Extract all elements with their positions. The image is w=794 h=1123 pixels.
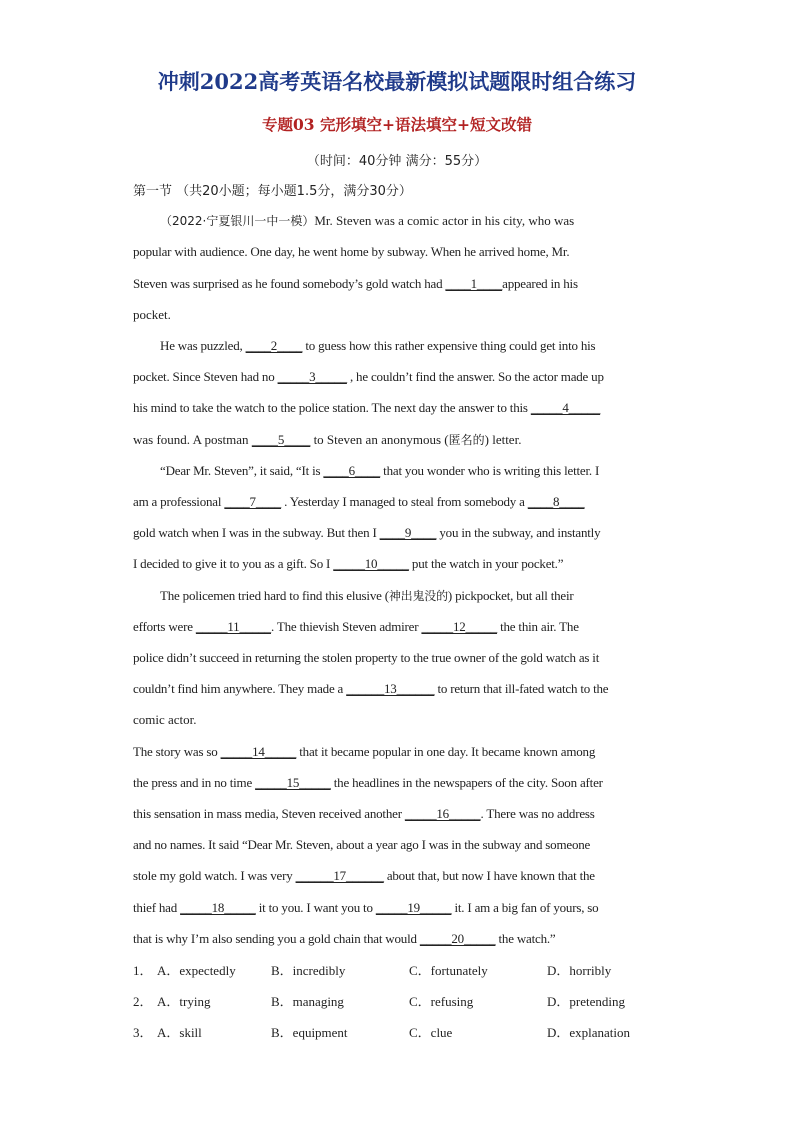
passage-line: and no names. It said “Dear Mr. Steven, about a year ago I was in the subway and someone <box>133 837 591 852</box>
question-number: 3． <box>133 1025 153 1040</box>
blank-15: _____15_____ <box>255 775 331 790</box>
option-d[interactable]: D．horribly <box>547 963 612 978</box>
passage-line: was found. A postman ____5____ to Steven an anonymous (匿名的) letter. <box>133 432 522 447</box>
passage-line: the press and in no time _____15_____ the headlines in the newspapers of the city. Soon after <box>133 775 603 790</box>
passage-line: couldn’t find him anywhere. They made a ______13______ to return that ill-fated watch to the <box>133 681 609 696</box>
passage-line: popular with audience. One day, he went home by subway. When he arrived home, Mr. <box>133 244 570 259</box>
passage-line: thief had _____18_____ it to you. I want you to _____19_____ it. I am a big fan of yours, so <box>133 900 599 915</box>
option-b[interactable]: B．equipment <box>271 1025 348 1040</box>
passage-line: his mind to take the watch to the police station. The next day the answer to this _____4_____ <box>133 400 601 415</box>
passage-line: Steven was surprised as he found somebody’s gold watch had ____1____appeared in his <box>133 276 578 291</box>
passage-line: that is why I’m also sending you a gold chain that would _____20_____ the watch.” <box>133 931 556 946</box>
passage-line: comic actor. <box>133 712 197 727</box>
page-subtitle: 专题03 完形填空+语法填空+短文改错 <box>262 115 532 134</box>
blank-5: ____5____ <box>251 432 311 447</box>
source-label: （2022·宁夏银川一中一模） <box>160 214 315 228</box>
question-number: 1． <box>133 963 153 978</box>
option-c[interactable]: C．fortunately <box>409 963 488 978</box>
blank-10: _____10_____ <box>333 556 409 571</box>
passage-line: am a professional ____7____ . Yesterday I managed to steal from somebody a ____8____ <box>133 494 585 509</box>
option-c[interactable]: C．refusing <box>409 994 474 1009</box>
passage-line: pocket. <box>133 307 171 322</box>
blank-11: _____11_____ <box>195 619 271 634</box>
passage-line: pocket. Since Steven had no _____3_____ , he couldn’t find the answer. So the actor made up <box>133 369 604 384</box>
blank-14: _____14_____ <box>220 744 297 759</box>
blank-2: ____2____ <box>245 338 303 353</box>
page-title: 冲刺2022高考英语名校最新模拟试题限时组合练习 <box>157 69 637 94</box>
passage-line: The story was so _____14_____ that it became popular in one day. It became known among <box>133 744 596 759</box>
passage-line: police didn’t succeed in returning the stolen property to the true owner of the gold watch as it <box>133 650 600 665</box>
passage-line: gold watch when I was in the subway. But then I ____9____ you in the subway, and instantly <box>133 525 601 540</box>
passage-line: He was puzzled, ____2____ to guess how this rather expensive thing could get into his <box>160 338 596 353</box>
passage-line: I decided to give it to you as a gift. So I _____10_____ put the watch in your pocket.” <box>133 556 564 571</box>
blank-16: _____16_____ <box>404 806 481 821</box>
option-a[interactable]: A．skill <box>157 1025 202 1040</box>
question-3-options <box>133 1022 663 1042</box>
blank-1: ____1____ <box>445 276 503 291</box>
passage-line: （2022·宁夏银川一中一模）Mr. Steven was a comic actor in his city, who was <box>160 213 575 228</box>
option-d[interactable]: D．pretending <box>547 994 625 1009</box>
option-a[interactable]: A．expectedly <box>157 963 236 978</box>
passage-line: stole my gold watch. I was very ______17______ about that, but now I have known that the <box>133 868 595 883</box>
option-a[interactable]: A．trying <box>157 994 211 1009</box>
blank-19: _____19_____ <box>375 900 452 915</box>
blank-3: _____3_____ <box>277 369 347 384</box>
time-info: （时间：40分钟 满分：55分） <box>306 154 488 169</box>
blank-13: ______13______ <box>346 681 435 696</box>
option-d[interactable]: D．explanation <box>547 1025 631 1040</box>
blank-17: ______17______ <box>295 868 384 883</box>
option-b[interactable]: B．incredibly <box>271 963 346 978</box>
question-2-options <box>133 991 663 1011</box>
blank-20: _____20_____ <box>419 931 496 946</box>
passage-line: The policemen tried hard to find this elusive (神出鬼没的) pickpocket, but all their <box>160 588 574 603</box>
blank-7: ____7____ <box>224 494 282 509</box>
option-b[interactable]: B．managing <box>271 994 344 1009</box>
passage-line: “Dear Mr. Steven”, it said, “It is ____6____ that you wonder who is writing this letter. I <box>160 463 600 478</box>
option-c[interactable]: C．clue <box>409 1025 453 1040</box>
blank-9: ____9____ <box>379 525 437 540</box>
question-1-options <box>133 960 663 980</box>
passage-line: efforts were _____11_____. The thievish Steven admirer _____12_____ the thin air. The <box>133 619 579 634</box>
blank-18: _____18_____ <box>180 900 256 915</box>
blank-6: ____6____ <box>323 463 381 478</box>
section-heading: 第一节 （共20小题；每小题1.5分，满分30分） <box>133 184 412 199</box>
blank-12: _____12_____ <box>421 619 498 634</box>
blank-8: ____8____ <box>527 494 585 509</box>
blank-4: _____4_____ <box>530 400 601 415</box>
passage-line: this sensation in mass media, Steven received another _____16_____. There was no address <box>133 806 595 821</box>
question-number: 2． <box>133 994 153 1009</box>
